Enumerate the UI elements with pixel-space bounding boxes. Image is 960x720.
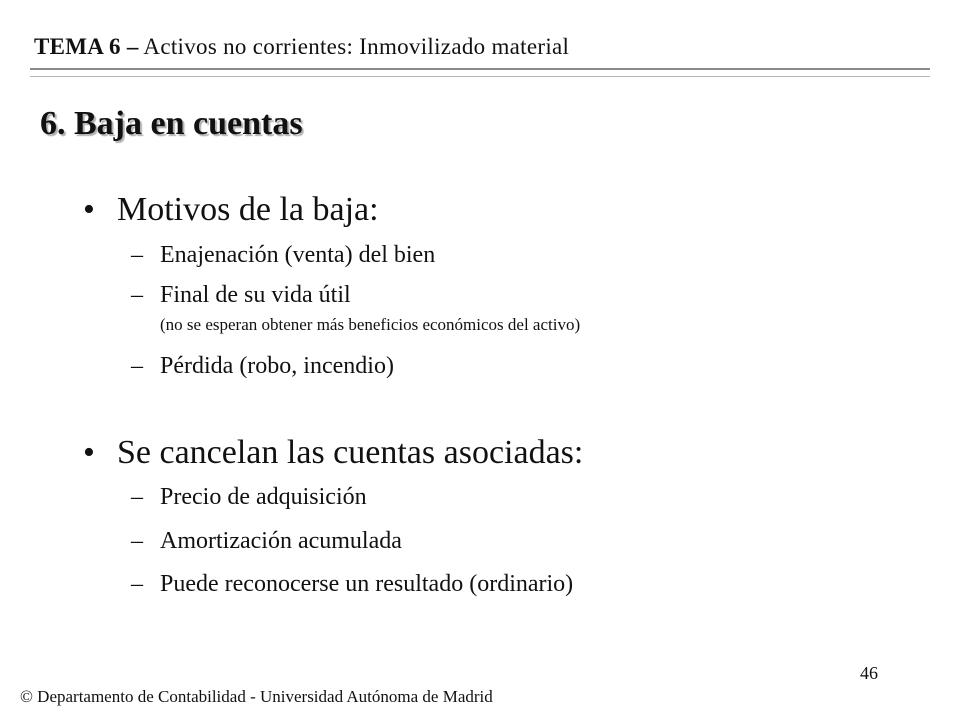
footer-copyright: © Departamento de Contabilidad - Universidad Autónoma de Madrid xyxy=(20,687,493,706)
sub-dash: – xyxy=(131,484,143,510)
sub-dash: – xyxy=(131,571,143,597)
sub-item xyxy=(131,482,367,512)
bullet-motivos xyxy=(83,190,379,230)
sub-item xyxy=(131,280,351,310)
bullet-text: Se cancelan las cuentas asociadas: xyxy=(117,434,584,471)
section-title: 6. Baja en cuentas xyxy=(40,105,303,142)
sub-dash: – xyxy=(131,528,143,554)
sub-item-note: (no se esperan obtener más beneficios económicos del activo) xyxy=(160,315,581,334)
topic-label: TEMA 6 – xyxy=(34,34,139,59)
bullet-dot: • xyxy=(83,434,95,471)
sub-item-text: Pérdida (robo, incendio) xyxy=(160,353,394,379)
sub-item xyxy=(131,240,435,270)
topic-title: Activos no corrientes: Inmovilizado material xyxy=(143,34,570,59)
sub-item-text: Amortización acumulada xyxy=(160,528,402,554)
sub-item xyxy=(131,351,394,381)
page-number: 46 xyxy=(860,663,878,683)
header-divider xyxy=(30,68,930,77)
sub-dash: – xyxy=(131,242,143,268)
sub-item-text: Precio de adquisición xyxy=(160,484,367,510)
sub-item-text: Enajenación (venta) del bien xyxy=(160,242,436,268)
slide-header xyxy=(34,32,569,62)
sub-item-text: Puede reconocerse un resultado (ordinario) xyxy=(160,571,574,597)
sub-dash: – xyxy=(131,282,143,308)
sub-item xyxy=(131,569,573,599)
sub-item-text: Final de su vida útil xyxy=(160,282,351,308)
bullet-text: Motivos de la baja: xyxy=(117,191,379,228)
bullet-cuentas xyxy=(83,433,583,473)
bullet-dot: • xyxy=(83,191,95,228)
sub-item xyxy=(131,526,402,556)
sub-dash: – xyxy=(131,353,143,379)
